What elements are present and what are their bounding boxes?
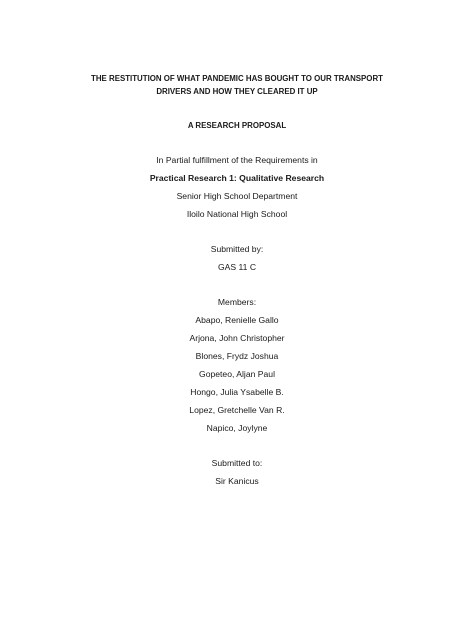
school-name: Iloilo National High School [186,209,288,219]
member-name: Hongo, Julia Ysabelle B. [190,387,284,397]
members-label: Members: [217,297,257,307]
member-name: Abapo, Renielle Gallo [195,315,279,325]
title-line-1: THE RESTITUTION OF WHAT PANDEMIC HAS BOUGHT TO OUR TRANSPORT [91,74,383,83]
member-name: Napico, Joylyne [206,423,268,433]
course-name: Practical Research 1: Qualitative Research [149,173,325,183]
member-name: Gopeteo, Aljan Paul [199,369,275,379]
submitted-by-label: Submitted by: [210,244,264,254]
section-name: GAS 11 C [217,262,257,272]
title-line-2: DRIVERS AND HOW THEY CLEARED IT UP [156,87,318,96]
adviser-name: Sir Kanicus [215,476,259,486]
member-name: Lopez, Gretchelle Van R. [189,405,285,415]
fulfillment-intro: In Partial fulfillment of the Requirements in [156,155,318,165]
member-name: Arjona, John Christopher [189,333,285,343]
submitted-to-label: Submitted to: [211,458,263,468]
department-name: Senior High School Department [176,191,298,201]
member-name: Blones, Frydz Joshua [195,351,279,361]
proposal-subtitle: A RESEARCH PROPOSAL [187,121,287,130]
